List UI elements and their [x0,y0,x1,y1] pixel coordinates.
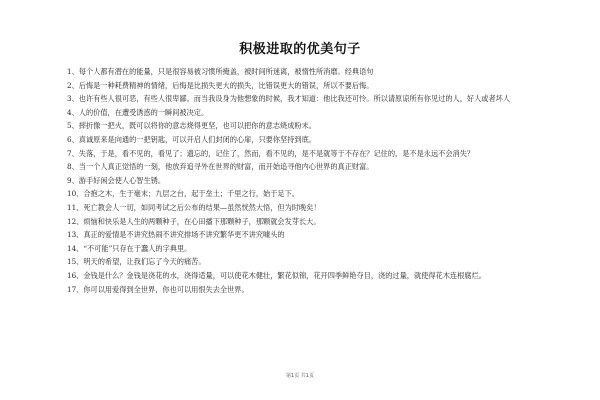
item-text: 每个人都有潜在的能量，只是很容易被习惯所掩盖，被时间所迷离，被惰性所消磨。经典语句 [78,67,374,76]
document-title: 积极进取的优美句子 [239,42,361,57]
item-text: 人的价值，在遭受诱惑的一瞬间被决定。 [78,107,209,117]
item-text: 烦恼和快乐是人生的两颗种子，在心田播下那颗种子，那颗就会发芽长大。 [83,216,321,226]
item-text: 你可以用爱得到全世界，你也可以用恨失去全世界。 [83,284,249,294]
item-text: 失落，于是，看不见的，看见了；遗忘的，记住了，然而，看不见的，是不是就等于不存在？记住的，是不是永远不会消失？ [78,148,475,158]
item-text: 死亡教会人一切，如同考试之后公布的结果—虽然恍然大悟，但为时晚矣！ [83,202,321,212]
item-number: 5、 [67,121,79,131]
item-number: 16、 [67,270,84,280]
list-item [56,270,568,282]
list-item [56,93,568,105]
list-item [56,216,568,228]
item-number: 14、 [67,243,84,253]
list-item [56,66,568,78]
page-footer: 第1页 共1页 [286,373,314,379]
item-text: 真诚原来是向通的一把钥匙，可以开启人们封闭的心扉，只要你坚持到底。 [78,134,316,144]
list-item [56,188,568,200]
item-text: 后悔是一种耗费精神的情绪，后悔是比损失更大的损失，比错误更大的错误，所以不要后悔。 [78,80,374,90]
item-text: 金钱是什么？金钱是浇花的水，浇得适量，可以使花木健壮，繁花似锦，花开四季鲜艳夺目，浇的过量，就使得花木连根腐烂。 [83,270,486,280]
item-number: 13、 [67,230,84,240]
item-text: 当一个人真正觉悟的一刻，他放弃追寻外在世界的财富，而开始追寻他内心世界的真正财富。 [78,162,374,172]
item-number: 4、 [67,107,79,117]
item-number: 1、 [67,67,79,76]
item-number: 2、 [67,80,79,90]
item-text: 真正的爱情是不讲究热闹不讲究排场不讲究繁华更不讲究噱头的 [83,230,285,240]
list-item [56,175,568,187]
item-text: 合抱之木，生于毫末；九层之台，起于垒土；千里之行，始于足下。 [83,189,299,199]
list-item [56,284,568,296]
item-number: 7、 [67,148,79,158]
item-text: 明天的希望，让我们忘了今天的痛苦。 [83,257,206,267]
list-item [56,80,568,92]
item-number: 10、 [67,189,84,199]
item-number: 3、 [67,94,79,104]
item-number: 11、 [67,202,84,212]
list-item [56,120,568,132]
list-item [56,161,568,173]
list-item [56,107,568,119]
item-text: 游手好闲会使人心智生锈。 [78,175,166,185]
list-item [56,202,568,214]
list-item [56,229,568,241]
item-text: 也许有些人很可恶，有些人很卑鄙。而当我设身为他想象的时候，我才知道：他比我还可怜。所以请原谅所有你见过的人，好人或者坏人 [78,94,511,104]
item-number: 6、 [67,134,79,144]
list-item [56,134,568,146]
item-number: 9、 [67,175,79,185]
list-item [56,148,568,160]
item-number: 8、 [67,162,79,172]
item-text: 摔折像一把火，既可以将你的意志烧得更坚，也可以把你的意志烧成粉末。 [78,121,316,131]
sentence-list [56,66,568,297]
item-number: 17、 [67,284,84,294]
item-text: “不可能”只存在于蠢人的字典里。 [83,243,192,253]
list-item [56,256,568,268]
item-number: 12、 [67,216,84,226]
list-item [56,243,568,255]
item-number: 15、 [67,257,84,267]
